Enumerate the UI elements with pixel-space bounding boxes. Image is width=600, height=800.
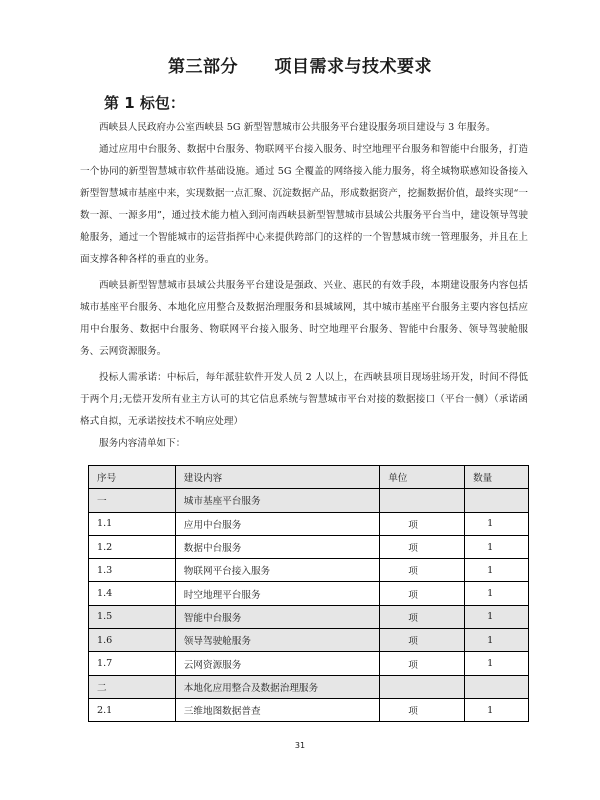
cell-unit: 项: [380, 698, 465, 721]
cell-no: 1.1: [89, 512, 176, 535]
section-part-label: 第三部分: [168, 57, 239, 77]
page-number: 31: [294, 741, 306, 750]
paragraph: 西峡县新型智慧城市县域公共服务平台建设是强政、兴业、惠民的有效手段，本期建设服务内容包括城市基座平台服务、本地化应用整合及数据治理服务和县城域网，其中城市基座平台服务主要内容包括应用中台服务、数据中台服务、物联网平台接入服务、时空地理平台服务、智能中台服务、领导驾驶舱服务、云网资源服务。: [80, 280, 528, 357]
paragraph: 西峡县人民政府办公室西峡县 5G 新型智慧城市公共服务平台建设服务项目建设与 3 年服务。: [99, 122, 496, 133]
cell-qty: [465, 489, 529, 512]
cell-unit: [380, 675, 465, 698]
table-row: [89, 535, 529, 558]
paragraph: 通过应用中台服务、数据中台服务、物联网平台接入服务、时空地理平台服务和智能中台服务，打造一个协同的新型智慧城市软件基础设施。通过 5G 全覆盖的网络接入能力服务，将全城物联感知设备接入新型智慧城市基座中来，实现数据一点汇聚、沉淀数据产品，形成数据资产，挖掘数据价值，最终实现“一数一源、一源多用”，通过技术能力植入到河南西峡县新型智慧城市县域公共服务平台当中，建设领导驾驶舱服务，通过一个智能城市的运营指挥中心来提供跨部门的这样的一个智慧城市统一管理服务，并且在上面支撑各种各样的垂直的业务。: [80, 144, 528, 265]
table-row: [89, 698, 529, 721]
cell-qty: 1: [465, 582, 529, 605]
cell-content: 时空地理平台服务: [175, 582, 379, 605]
cell-qty: 1: [465, 559, 529, 582]
cell-no: 二: [89, 675, 176, 698]
cell-content: 数据中台服务: [175, 535, 379, 558]
cell-content: 三维地图数据普查: [175, 698, 379, 721]
cell-content: 本地化应用整合及数据治理服务: [175, 675, 379, 698]
table-row: [89, 629, 529, 652]
cell-unit: [380, 489, 465, 512]
table-row: [89, 675, 529, 698]
paragraph: 投标人需承诺：中标后，每年派驻软件开发人员 2 人以上，在西峡县项目现场驻场开发，时间不得低于两个月;无偿开发所有业主方认可的其它信息系统与智慧城市平台对接的数据接口（平台一侧）（承诺函格式自拟，无承诺按技术不响应处理）: [80, 372, 528, 427]
table-row: [89, 605, 529, 628]
cell-no: 1.6: [89, 629, 176, 652]
header-no: 序号: [89, 466, 176, 489]
cell-content: 领导驾驶舱服务: [175, 629, 379, 652]
section-title: [0, 52, 600, 77]
cell-unit: 项: [380, 605, 465, 628]
cell-content: 城市基座平台服务: [175, 489, 379, 512]
cell-unit: 项: [380, 652, 465, 675]
cell-qty: [465, 675, 529, 698]
cell-unit: 项: [380, 582, 465, 605]
cell-unit: 项: [380, 629, 465, 652]
cell-qty: 1: [465, 698, 529, 721]
cell-no: 2.1: [89, 698, 176, 721]
cell-qty: 1: [465, 605, 529, 628]
cell-no: 1.5: [89, 605, 176, 628]
cell-content: 智能中台服务: [175, 605, 379, 628]
section-title-text: 项目需求与技术要求: [274, 57, 432, 77]
cell-content: 物联网平台接入服务: [175, 559, 379, 582]
cell-no: 1.7: [89, 652, 176, 675]
cell-qty: 1: [465, 512, 529, 535]
table-row: [89, 512, 529, 535]
cell-no: 一: [89, 489, 176, 512]
body-text: [80, 117, 528, 455]
cell-unit: 项: [380, 535, 465, 558]
cell-no: 1.4: [89, 582, 176, 605]
table-row: [89, 582, 529, 605]
cell-qty: 1: [465, 629, 529, 652]
table-header-row: [89, 466, 529, 489]
header-qty: 数量: [465, 466, 529, 489]
header-content: 建设内容: [175, 466, 379, 489]
cell-no: 1.2: [89, 535, 176, 558]
cell-unit: 项: [380, 512, 465, 535]
header-unit: 单位: [380, 466, 465, 489]
paragraph: 服务内容清单如下：: [99, 438, 186, 449]
lot-heading: 第 1 标包：: [104, 94, 185, 112]
table-row: [89, 652, 529, 675]
cell-content: 云网资源服务: [175, 652, 379, 675]
cell-no: 1.3: [89, 559, 176, 582]
cell-qty: 1: [465, 535, 529, 558]
cell-unit: 项: [380, 559, 465, 582]
table-row: [89, 559, 529, 582]
cell-content: 应用中台服务: [175, 512, 379, 535]
table-row: [89, 489, 529, 512]
cell-qty: 1: [465, 652, 529, 675]
service-items-table: [88, 465, 529, 722]
